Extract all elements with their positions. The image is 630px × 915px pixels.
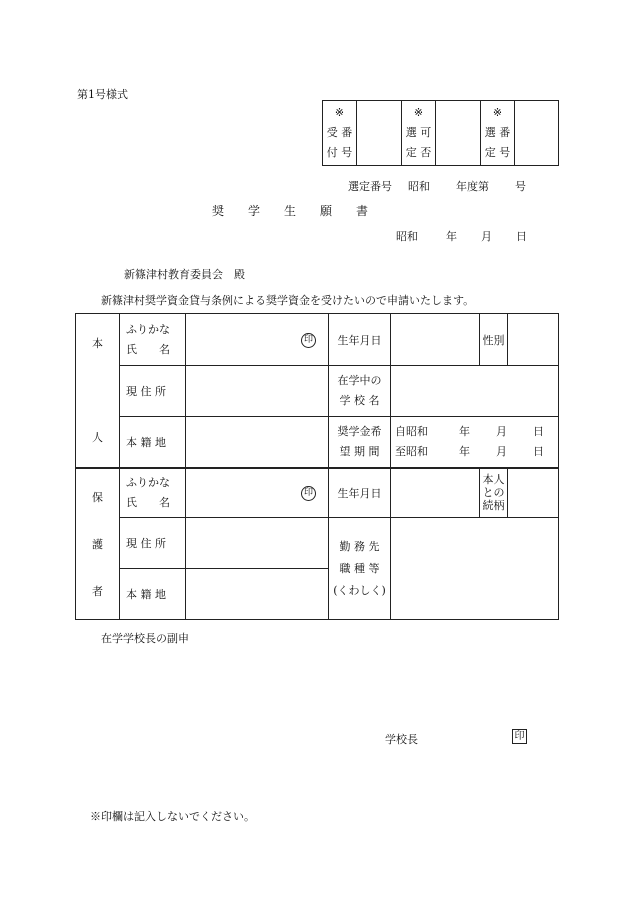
principal-label: 学校長 bbox=[385, 733, 418, 746]
student-school-field[interactable] bbox=[391, 366, 559, 417]
date-year: 年 bbox=[446, 230, 457, 243]
guardian-name-field[interactable] bbox=[186, 468, 329, 518]
addressee: 新篠津村教育委員会 殿 bbox=[124, 268, 245, 281]
guardian-relation-field[interactable] bbox=[508, 468, 559, 518]
student-gender-label: 性別 bbox=[480, 314, 508, 366]
guardian-birth-label: 生年月日 bbox=[329, 468, 391, 518]
student-domicile-label: 本 籍 地 bbox=[120, 417, 186, 468]
date-month: 月 bbox=[481, 230, 492, 243]
student-gender-field[interactable] bbox=[508, 314, 559, 366]
student-domicile-field[interactable] bbox=[186, 417, 329, 468]
document-title: 奨 学 生 願 書 bbox=[212, 204, 369, 218]
selection-result-field[interactable] bbox=[436, 101, 481, 166]
guardian-work-field[interactable] bbox=[391, 518, 559, 620]
principal-seal-icon: 印 bbox=[512, 729, 527, 744]
selection-result-label: ※ 選 可 定 否 bbox=[402, 101, 436, 166]
application-table bbox=[75, 313, 559, 620]
student-period-label: 奨学金希 望 期 間 bbox=[329, 417, 391, 468]
guardian-name-label: ふりかな 氏 名 bbox=[120, 468, 186, 518]
guardian-birth-field[interactable] bbox=[391, 468, 480, 518]
guardian-address-label: 現 住 所 bbox=[120, 518, 186, 569]
receipt-number-field[interactable] bbox=[357, 101, 402, 166]
guardian-domicile-field[interactable] bbox=[186, 569, 329, 620]
student-period-field[interactable]: 自昭和 年 月 日 至昭和 年 月 日 bbox=[391, 417, 559, 468]
date-era: 昭和 bbox=[396, 230, 418, 243]
selection-number-field[interactable] bbox=[515, 101, 559, 166]
selection-era: 昭和 bbox=[408, 180, 430, 193]
student-address-field[interactable] bbox=[186, 366, 329, 417]
intro-text: 新篠津村奨学資金貸与条例による奨学資金を受けたいので申請いたします。 bbox=[101, 294, 475, 307]
selection-number-unit: 号 bbox=[515, 180, 526, 193]
student-birth-label: 生年月日 bbox=[329, 314, 391, 366]
office-use-box bbox=[322, 100, 559, 166]
seal-icon: 印 bbox=[301, 333, 316, 348]
selection-number-label: 選定番号 bbox=[348, 180, 392, 193]
principal-note-label: 在学学校長の副申 bbox=[101, 632, 189, 645]
selection-year-unit: 年度第 bbox=[456, 180, 489, 193]
form-number: 第1号様式 bbox=[77, 88, 128, 101]
seal-icon: 印 bbox=[301, 486, 316, 501]
student-group-label: 本 人 bbox=[76, 314, 120, 468]
student-name-label: ふりかな 氏 名 bbox=[120, 314, 186, 366]
student-name-field[interactable] bbox=[186, 314, 329, 366]
student-school-label: 在学中の 学 校 名 bbox=[329, 366, 391, 417]
guardian-address-field[interactable] bbox=[186, 518, 329, 569]
date-day: 日 bbox=[516, 230, 527, 243]
student-birth-field[interactable] bbox=[391, 314, 480, 366]
guardian-work-label: 勤 務 先 職 種 等 (くわしく) bbox=[329, 518, 391, 620]
guardian-relation-label: 本人 との 続柄 bbox=[480, 468, 508, 518]
selection-number-label: ※ 選 番 定 号 bbox=[481, 101, 515, 166]
student-address-label: 現 住 所 bbox=[120, 366, 186, 417]
guardian-group-label: 保 護 者 bbox=[76, 468, 120, 620]
footnote: ※印欄は記入しないでください。 bbox=[90, 810, 255, 823]
guardian-domicile-label: 本 籍 地 bbox=[120, 569, 186, 620]
receipt-number-label: ※ 受 番 付 号 bbox=[323, 101, 357, 166]
